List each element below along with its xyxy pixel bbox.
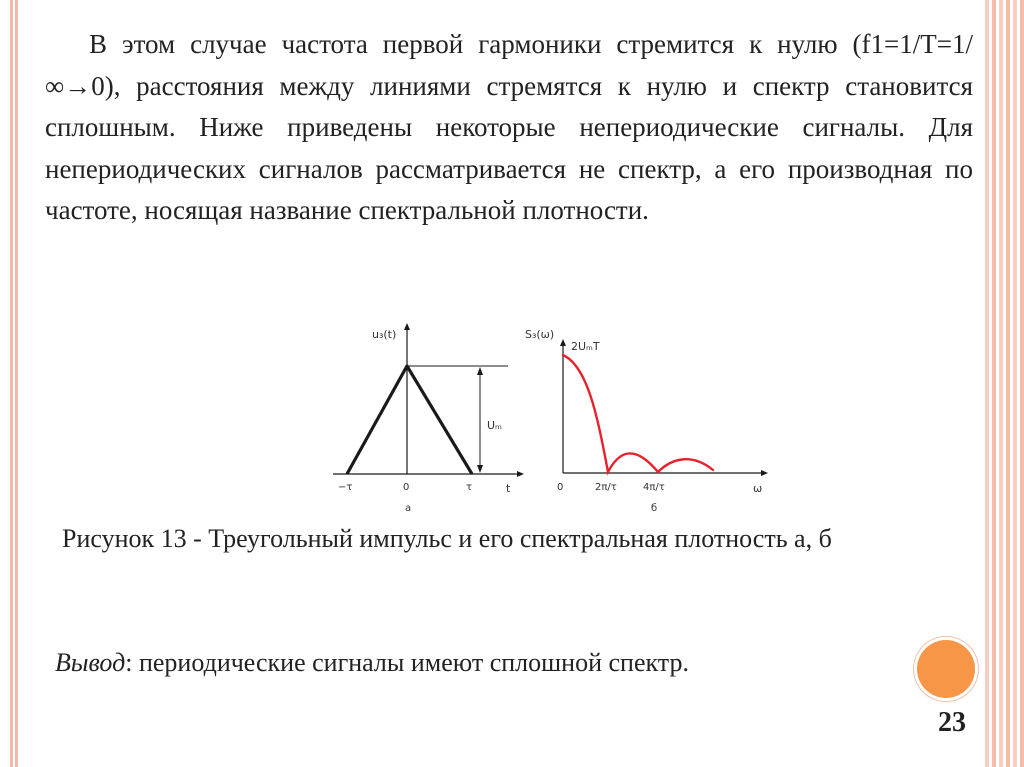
plot-a-y-arrow — [404, 323, 410, 330]
plot-b-tick-2pi-tau: 2π/τ — [595, 482, 617, 493]
figure-triangle-pulse-spectrum — [325, 318, 775, 518]
figure-caption: Рисунок 13 - Треугольный импульс и его спектральная плотность а, б — [62, 524, 832, 553]
plot-a-amplitude-arrow-bottom — [477, 465, 483, 473]
plot-a-amplitude-label: Uₘ — [487, 419, 502, 432]
right-decorative-stripes — [985, 0, 1024, 767]
plot-a-x-label: t — [506, 482, 511, 495]
plot-a-tick-zero: 0 — [403, 482, 410, 493]
plot-b-y-label: S₃(ω) — [525, 328, 555, 341]
plot-b-peak-label: 2UₘT — [571, 340, 600, 353]
plot-b-curve — [563, 355, 713, 472]
plot-a-amplitude-arrow-top — [477, 367, 483, 375]
conclusion-text: : периодические сигналы имеют сплошной спектр. — [125, 648, 689, 677]
left-decorative-border — [10, 0, 18, 767]
conclusion-label: Вывод — [55, 648, 126, 677]
plot-a-tick-neg-tau: −τ — [338, 482, 353, 493]
plot-a-triangle — [347, 366, 472, 474]
plot-a-y-label: u₃(t) — [372, 328, 397, 341]
body-paragraph: В этом случае частота первой гармоники стремится к нулю (f1=1/T=1/∞→0), расстояния между линиями стремятся к нулю и спектр становится сплошным. Ниже приведены некоторые непериодические сигналы. Для непериодических сигналов рассматривается не спектр, а его производная по частоте, носящая название спектральной плотности. — [45, 29, 973, 225]
page-number: 23 — [938, 707, 966, 738]
plot-b-tick-4pi-tau: 4π/τ — [643, 482, 665, 493]
plot-b-tick-zero: 0 — [557, 482, 564, 493]
plot-b-sublabel: б — [651, 503, 658, 514]
plot-a-sublabel: а — [405, 503, 412, 514]
plot-b-x-arrow — [761, 470, 768, 476]
plot-a-x-arrow — [517, 471, 524, 477]
plot-b-spectral-density — [525, 328, 768, 514]
conclusion — [55, 648, 689, 678]
plot-b-y-arrow — [560, 339, 566, 346]
decorative-orange-circle — [917, 640, 975, 698]
plot-a-triangle-pulse — [333, 323, 524, 514]
plot-a-tick-tau: τ — [466, 482, 473, 493]
plot-b-x-label: ω — [753, 482, 763, 495]
